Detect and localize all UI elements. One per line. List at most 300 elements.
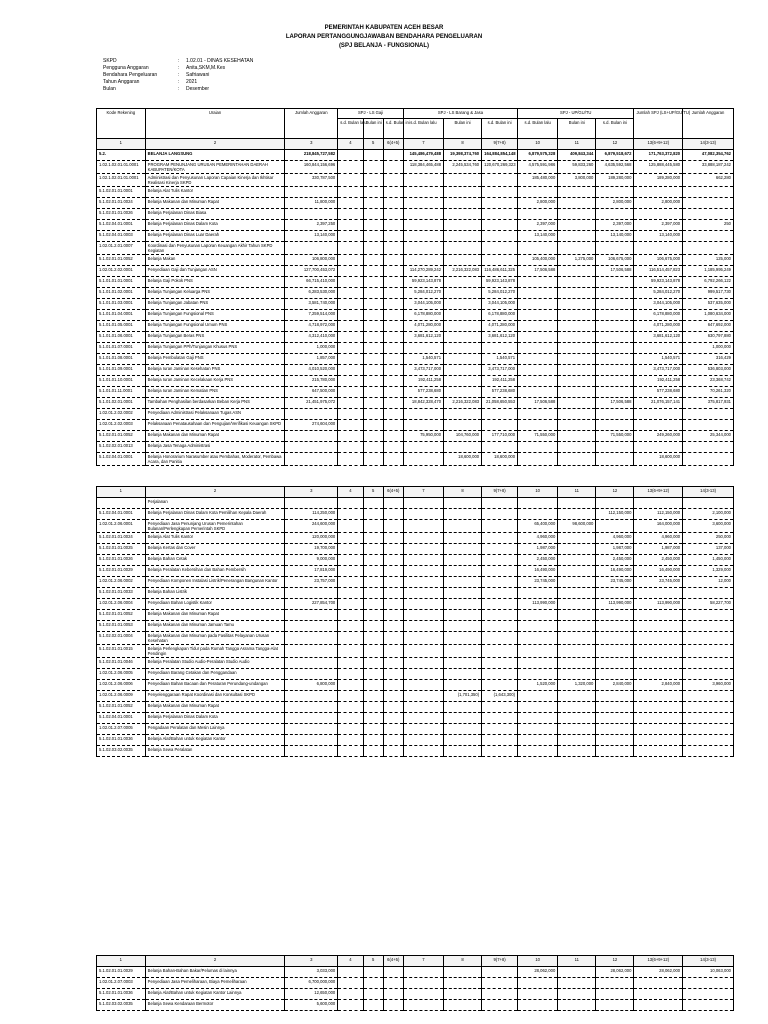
cell-kode: 1.02.1.02.01.01.0001 xyxy=(97,174,146,187)
cell-value: 4,010,520,000 xyxy=(285,365,338,376)
cell-value: 17,506,588 xyxy=(518,266,558,277)
cell-value xyxy=(285,209,338,220)
cell-value xyxy=(558,746,596,757)
cell-value: 19,398,374,760 xyxy=(444,150,482,161)
meta-row xyxy=(103,58,253,65)
cell-value xyxy=(383,577,403,588)
cell-value xyxy=(558,343,596,354)
cell-value xyxy=(363,746,383,757)
cell-value xyxy=(338,209,363,220)
column-index-cell: 14(3-13) xyxy=(683,139,734,150)
cell-uraian: Belanja Tunjangan Fungsional Umum PNS xyxy=(145,321,285,332)
cell-kode: 5.1.02.03.02.0035 xyxy=(97,1000,146,1011)
cell-value: 6,700,000,000 xyxy=(285,978,338,989)
cell-value xyxy=(285,453,338,466)
meta-key: Bulan xyxy=(103,86,116,92)
cell-value xyxy=(596,645,634,658)
cell-kode: 5.1.01.01.05.0001 xyxy=(97,321,146,332)
cell-value xyxy=(363,632,383,645)
cell-kode: 5.1.01.01.10.0001 xyxy=(97,376,146,387)
cell-value: 3,044,105,000 xyxy=(482,299,518,310)
column-index-cell: 11 xyxy=(558,487,596,498)
cell-value xyxy=(444,533,482,544)
cell-value xyxy=(518,645,558,658)
cell-value: 185,480,000 xyxy=(518,174,558,187)
cell-value: 577,238,680 xyxy=(482,387,518,398)
cell-value xyxy=(683,231,734,242)
cell-value xyxy=(683,658,734,669)
cell-value: 6,178,880,000 xyxy=(403,310,443,321)
cell-value xyxy=(596,365,634,376)
cell-value xyxy=(444,566,482,577)
table-row xyxy=(97,376,734,387)
header-line-3: (SPJ BELANJA - FUNGSIONAL) xyxy=(338,43,430,49)
cell-value: 112,150,000 xyxy=(596,509,634,520)
cell-value: 17,819,000 xyxy=(285,566,338,577)
cell-uraian: Belanja Makanan dan Minuman Jamuan Tamu xyxy=(145,621,285,632)
meta-row xyxy=(103,79,253,86)
cell-value xyxy=(634,498,683,509)
cell-value: 3,044,105,000 xyxy=(634,299,683,310)
cell-kode: 5.1.01.01.02.0001 xyxy=(97,288,146,299)
cell-value: 28,062,000 xyxy=(634,967,683,978)
cell-value xyxy=(403,610,443,621)
cell-value xyxy=(596,978,634,989)
cell-value: 3,800,000 xyxy=(558,174,596,187)
cell-kode: 5.1.02.01.01.0053 xyxy=(97,621,146,632)
cell-value xyxy=(444,588,482,599)
cell-kode: 5.1.02.01.01.0036 xyxy=(97,735,146,746)
cell-value xyxy=(383,1000,403,1011)
cell-value xyxy=(363,255,383,266)
cell-value xyxy=(683,187,734,198)
cell-value xyxy=(634,978,683,989)
cell-kode: 1.02.01.2.06.0009 xyxy=(97,691,146,702)
cell-value xyxy=(338,621,363,632)
cell-value xyxy=(383,610,403,621)
cell-value xyxy=(285,409,338,420)
table-row xyxy=(97,599,734,610)
cell-value: 577,238,680 xyxy=(634,387,683,398)
cell-value: 70,261,320 xyxy=(683,387,734,398)
table-row xyxy=(97,989,734,1000)
column-index-row xyxy=(97,139,734,150)
cell-uraian: Belanja Makanan dan Minuman Rapat xyxy=(145,431,285,442)
cell-value xyxy=(338,544,363,555)
cell-value xyxy=(518,691,558,702)
cell-value xyxy=(558,555,596,566)
cell-value xyxy=(444,967,482,978)
cell-value xyxy=(634,610,683,621)
cell-value xyxy=(383,288,403,299)
cell-value: 125,000 xyxy=(683,255,734,266)
cell-value xyxy=(558,376,596,387)
cell-value xyxy=(383,310,403,321)
cell-value xyxy=(518,187,558,198)
cell-value xyxy=(363,702,383,713)
cell-value xyxy=(383,658,403,669)
cell-value xyxy=(338,691,363,702)
cell-value xyxy=(338,310,363,321)
cell-value xyxy=(383,354,403,365)
cell-value xyxy=(596,288,634,299)
cell-value: 192,411,258 xyxy=(634,376,683,387)
cell-value: 409,843,344 xyxy=(558,150,596,161)
cell-value xyxy=(403,1000,443,1011)
cell-value xyxy=(683,632,734,645)
cell-value xyxy=(683,621,734,632)
cell-value xyxy=(558,187,596,198)
meta-key: Pengguna Anggaran xyxy=(103,65,149,71)
column-index-cell: 12 xyxy=(596,956,634,967)
cell-value xyxy=(403,209,443,220)
cell-value: 215,780,000 xyxy=(285,376,338,387)
cell-value xyxy=(338,610,363,621)
meta-value: 2021 xyxy=(186,79,198,85)
cell-value xyxy=(596,735,634,746)
cell-value xyxy=(444,310,482,321)
cell-value xyxy=(285,431,338,442)
cell-kode: 5.1.01.01.11.0001 xyxy=(97,387,146,398)
cell-value xyxy=(338,299,363,310)
cell-value: 1,185,995,249 xyxy=(683,266,734,277)
cell-uraian: Belanja Makanan dan Minuman Rapat xyxy=(145,702,285,713)
table-row xyxy=(97,365,734,376)
cell-uraian: Belanja Peralatan Kebersihan dan Bahan Pembersih xyxy=(145,566,285,577)
cell-kode: 5.1.02.01.01.0024 xyxy=(97,533,146,544)
cell-value xyxy=(558,645,596,658)
cell-value xyxy=(518,277,558,288)
col-sd-bulan-lalu: s.d. Bulan lalu xyxy=(518,119,558,139)
cell-value: 4,071,280,000 xyxy=(482,321,518,332)
cell-value xyxy=(518,702,558,713)
table-row xyxy=(97,409,734,420)
cell-kode: 5.1.01.01.01.0001 xyxy=(97,277,146,288)
cell-value xyxy=(683,645,734,658)
cell-value xyxy=(444,746,482,757)
cell-value xyxy=(482,220,518,231)
cell-uraian: Belanja Bahan Cetak xyxy=(145,555,285,566)
cell-value xyxy=(482,509,518,520)
table-row xyxy=(97,442,734,453)
cell-value xyxy=(444,231,482,242)
cell-value: 2,800,000 xyxy=(518,198,558,209)
cell-value xyxy=(383,978,403,989)
cell-value: 249,260,000 xyxy=(634,431,683,442)
cell-value xyxy=(482,343,518,354)
cell-value xyxy=(482,724,518,735)
cell-value xyxy=(482,588,518,599)
table-row xyxy=(97,533,734,544)
cell-value xyxy=(558,577,596,588)
cell-value: 4,718,972,000 xyxy=(285,321,338,332)
cell-value xyxy=(403,509,443,520)
cell-value: 171,763,372,820 xyxy=(634,150,683,161)
cell-value xyxy=(482,735,518,746)
cell-value xyxy=(558,288,596,299)
cell-value: 244,600,000 xyxy=(285,520,338,533)
cell-value xyxy=(383,713,403,724)
cell-value: 6,283,530,000 xyxy=(285,288,338,299)
cell-value xyxy=(383,431,403,442)
column-index-cell: 8 xyxy=(444,487,482,498)
cell-value xyxy=(518,989,558,1000)
cell-value: 21,076,157,141 xyxy=(634,398,683,409)
cell-value: 1,320,000 xyxy=(558,680,596,691)
cell-value xyxy=(482,255,518,266)
cell-value xyxy=(403,409,443,420)
cell-value xyxy=(634,746,683,757)
table-row xyxy=(97,209,734,220)
cell-value: 21,058,650,553 xyxy=(482,398,518,409)
cell-value xyxy=(444,610,482,621)
cell-value: 250 xyxy=(683,220,734,231)
cell-value: 17,506,588 xyxy=(596,266,634,277)
cell-value xyxy=(683,691,734,702)
cell-value: 2,840,000 xyxy=(634,680,683,691)
cell-value: 1,540,571 xyxy=(482,354,518,365)
cell-value xyxy=(634,209,683,220)
cell-value xyxy=(363,599,383,610)
column-index-cell: 1 xyxy=(97,956,146,967)
cell-value xyxy=(596,343,634,354)
cell-value xyxy=(683,989,734,1000)
cell-value xyxy=(383,621,403,632)
cell-value xyxy=(596,691,634,702)
cell-value xyxy=(558,599,596,610)
cell-value xyxy=(363,645,383,658)
cell-value xyxy=(383,520,403,533)
table-row xyxy=(97,198,734,209)
table-row xyxy=(97,161,734,174)
cell-kode: 5.1.02.04.01.0001 xyxy=(97,509,146,520)
cell-value xyxy=(482,242,518,255)
cell-value xyxy=(403,420,443,431)
cell-value xyxy=(285,621,338,632)
cell-value xyxy=(558,310,596,321)
cell-value xyxy=(285,713,338,724)
cell-value xyxy=(383,967,403,978)
cell-value: 13,140,000 xyxy=(518,231,558,242)
cell-kode: 5.1.02.01.01.0052 xyxy=(97,431,146,442)
cell-value xyxy=(558,277,596,288)
cell-value xyxy=(634,735,683,746)
header-line-1: PEMERINTAH KABUPATEN ACEH BESAR xyxy=(324,25,444,31)
cell-kode: 1.02.01.2.06.0001 xyxy=(97,520,146,533)
cell-value xyxy=(383,533,403,544)
table-row xyxy=(97,453,734,466)
cell-value xyxy=(383,365,403,376)
cell-value xyxy=(285,702,338,713)
cell-value xyxy=(518,509,558,520)
column-index-cell: 2 xyxy=(145,487,285,498)
cell-value xyxy=(558,724,596,735)
cell-value xyxy=(338,242,363,255)
cell-value xyxy=(634,442,683,453)
col-uraian: Uraian xyxy=(145,109,285,139)
cell-value xyxy=(444,735,482,746)
cell-value xyxy=(683,978,734,989)
cell-value xyxy=(634,713,683,724)
cell-value: 21,451,975,072 xyxy=(285,398,338,409)
cell-kode: 5.2. xyxy=(97,150,146,161)
cell-value xyxy=(518,498,558,509)
cell-value xyxy=(518,1000,558,1011)
cell-value: 98,600,000 xyxy=(558,520,596,533)
cell-kode: 1.02.01.2.06.0005 xyxy=(97,669,146,680)
column-index-cell: 1 xyxy=(97,139,146,150)
cell-value xyxy=(596,610,634,621)
cell-kode: 1.02.01.2.06.0004 xyxy=(97,599,146,610)
cell-value xyxy=(634,343,683,354)
cell-kode: 5.1.02.01.01.0029 xyxy=(97,967,146,978)
cell-value xyxy=(383,498,403,509)
cell-value xyxy=(363,442,383,453)
cell-value: 112,150,000 xyxy=(634,509,683,520)
column-index-cell: 7 xyxy=(403,139,443,150)
cell-value xyxy=(518,713,558,724)
cell-value: 59,923,143,878 xyxy=(403,277,443,288)
column-index-cell: 11 xyxy=(558,956,596,967)
cell-value xyxy=(363,174,383,187)
cell-value: 4,312,410,000 xyxy=(285,332,338,343)
table-row xyxy=(97,621,734,632)
cell-value xyxy=(558,398,596,409)
cell-value xyxy=(363,332,383,343)
cell-value xyxy=(338,174,363,187)
cell-uraian: Belanja Bahan-Bahan Bakar/Pelumas di lainnya xyxy=(145,967,285,978)
cell-kode: 5.1.01.01.03.0001 xyxy=(97,299,146,310)
cell-value xyxy=(558,735,596,746)
table-row xyxy=(97,220,734,231)
table-row xyxy=(97,520,734,533)
meta-key: SKPD xyxy=(103,58,117,64)
cell-value xyxy=(482,599,518,610)
cell-value: 3,044,105,000 xyxy=(403,299,443,310)
cell-value: 59,923,143,878 xyxy=(482,277,518,288)
cell-value xyxy=(444,187,482,198)
cell-uraian: Belanja Makanan dan Minuman Rapat xyxy=(145,610,285,621)
cell-value xyxy=(403,544,443,555)
cell-value xyxy=(596,354,634,365)
cell-value xyxy=(634,409,683,420)
column-index-cell: 7 xyxy=(403,956,443,967)
cell-uraian: Belanja Sewa Peralatan xyxy=(145,746,285,757)
cell-value: 2,397,000 xyxy=(634,220,683,231)
table-row xyxy=(97,299,734,310)
meta-row xyxy=(103,72,253,79)
cell-value xyxy=(596,299,634,310)
column-index-cell: 5 xyxy=(363,487,383,498)
cell-value: 6,178,880,000 xyxy=(482,310,518,321)
cell-value: 536,803,000 xyxy=(683,365,734,376)
cell-uraian: Penyediaan Bahan Bacaan dan Peraturan Perundang-undangan xyxy=(145,680,285,691)
table-row xyxy=(97,242,734,255)
cell-kode: 5.1.02.01.01.0052 xyxy=(97,610,146,621)
cell-value: 10,063,000 xyxy=(683,967,734,978)
cell-uraian: Belanja Perjalanan Dinas Dalam Kota Pemilihan Kepala Daerah xyxy=(145,509,285,520)
cell-value xyxy=(403,555,443,566)
cell-value xyxy=(285,187,338,198)
col-sd-bulan-ini: s.d. Bulan ini xyxy=(383,119,403,139)
cell-value xyxy=(363,398,383,409)
col-sd-bulan-ini: s.d. Bulan ini xyxy=(482,119,518,139)
cell-uraian: Belanja Tunjangan Jabatan PNS xyxy=(145,299,285,310)
cell-value xyxy=(285,242,338,255)
cell-value xyxy=(444,354,482,365)
cell-kode: 5.1.02.01.01.0015 xyxy=(97,645,146,658)
cell-value xyxy=(403,255,443,266)
cell-value: 65,400,000 xyxy=(518,520,558,533)
cell-value xyxy=(363,724,383,735)
cell-uraian: Belanja Alat Tulis Kantor xyxy=(145,187,285,198)
cell-value xyxy=(596,632,634,645)
cell-value xyxy=(683,420,734,431)
cell-uraian: Penyediaan Komponen Instalasi Listrik/Penerangan Bangunan Kantor xyxy=(145,577,285,588)
cell-value xyxy=(558,967,596,978)
column-index-cell: 8 xyxy=(444,139,482,150)
cell-value xyxy=(383,277,403,288)
cell-value: 4,960,000 xyxy=(596,533,634,544)
cell-value: 2,397,250 xyxy=(285,220,338,231)
column-index-cell: 10 xyxy=(518,487,558,498)
cell-value: 116,514,457,823 xyxy=(634,266,683,277)
cell-value xyxy=(558,588,596,599)
column-index-row xyxy=(97,956,734,967)
cell-value xyxy=(596,442,634,453)
col-sd-bulan-lalu: s.d. Bulan lalu xyxy=(338,119,363,139)
cell-value: 113,990,000 xyxy=(518,599,558,610)
cell-value xyxy=(403,343,443,354)
cell-value xyxy=(596,310,634,321)
cell-value xyxy=(634,989,683,1000)
cell-value: 2,216,322,083 xyxy=(444,398,482,409)
cell-value: 25,344,000 xyxy=(683,431,734,442)
table-row xyxy=(97,231,734,242)
cell-value xyxy=(596,702,634,713)
table-row xyxy=(97,691,734,702)
cell-value xyxy=(482,498,518,509)
cell-value xyxy=(338,498,363,509)
cell-value xyxy=(338,431,363,442)
cell-kode: 5.1.02.01.01.0001 xyxy=(97,187,146,198)
cell-value: 28,062,000 xyxy=(596,967,634,978)
cell-value xyxy=(558,669,596,680)
column-index-cell: 3 xyxy=(285,956,338,967)
cell-value xyxy=(363,299,383,310)
meta-value: Anita,SKM,M.Kes xyxy=(186,65,226,71)
cell-value xyxy=(383,209,403,220)
cell-value xyxy=(403,533,443,544)
cell-value: 662,280 xyxy=(683,174,734,187)
cell-value: 1,520,000 xyxy=(518,680,558,691)
cell-value xyxy=(285,645,338,658)
column-index-cell: 5 xyxy=(363,139,383,150)
cell-kode: 5.1.02.01.01.0024 xyxy=(97,198,146,209)
cell-value xyxy=(558,509,596,520)
cell-value xyxy=(403,588,443,599)
cell-value: 2,245,534,760 xyxy=(444,161,482,174)
cell-value: 2,100,000 xyxy=(683,509,734,520)
cell-value xyxy=(634,420,683,431)
cell-value xyxy=(444,376,482,387)
column-index-cell: 13(6+9+12) xyxy=(634,956,683,967)
cell-kode: 5.1.02.04.01.0001 xyxy=(97,453,146,466)
cell-value: (1,643,300) xyxy=(482,691,518,702)
cell-value xyxy=(444,409,482,420)
cell-value xyxy=(338,588,363,599)
cell-value xyxy=(338,343,363,354)
